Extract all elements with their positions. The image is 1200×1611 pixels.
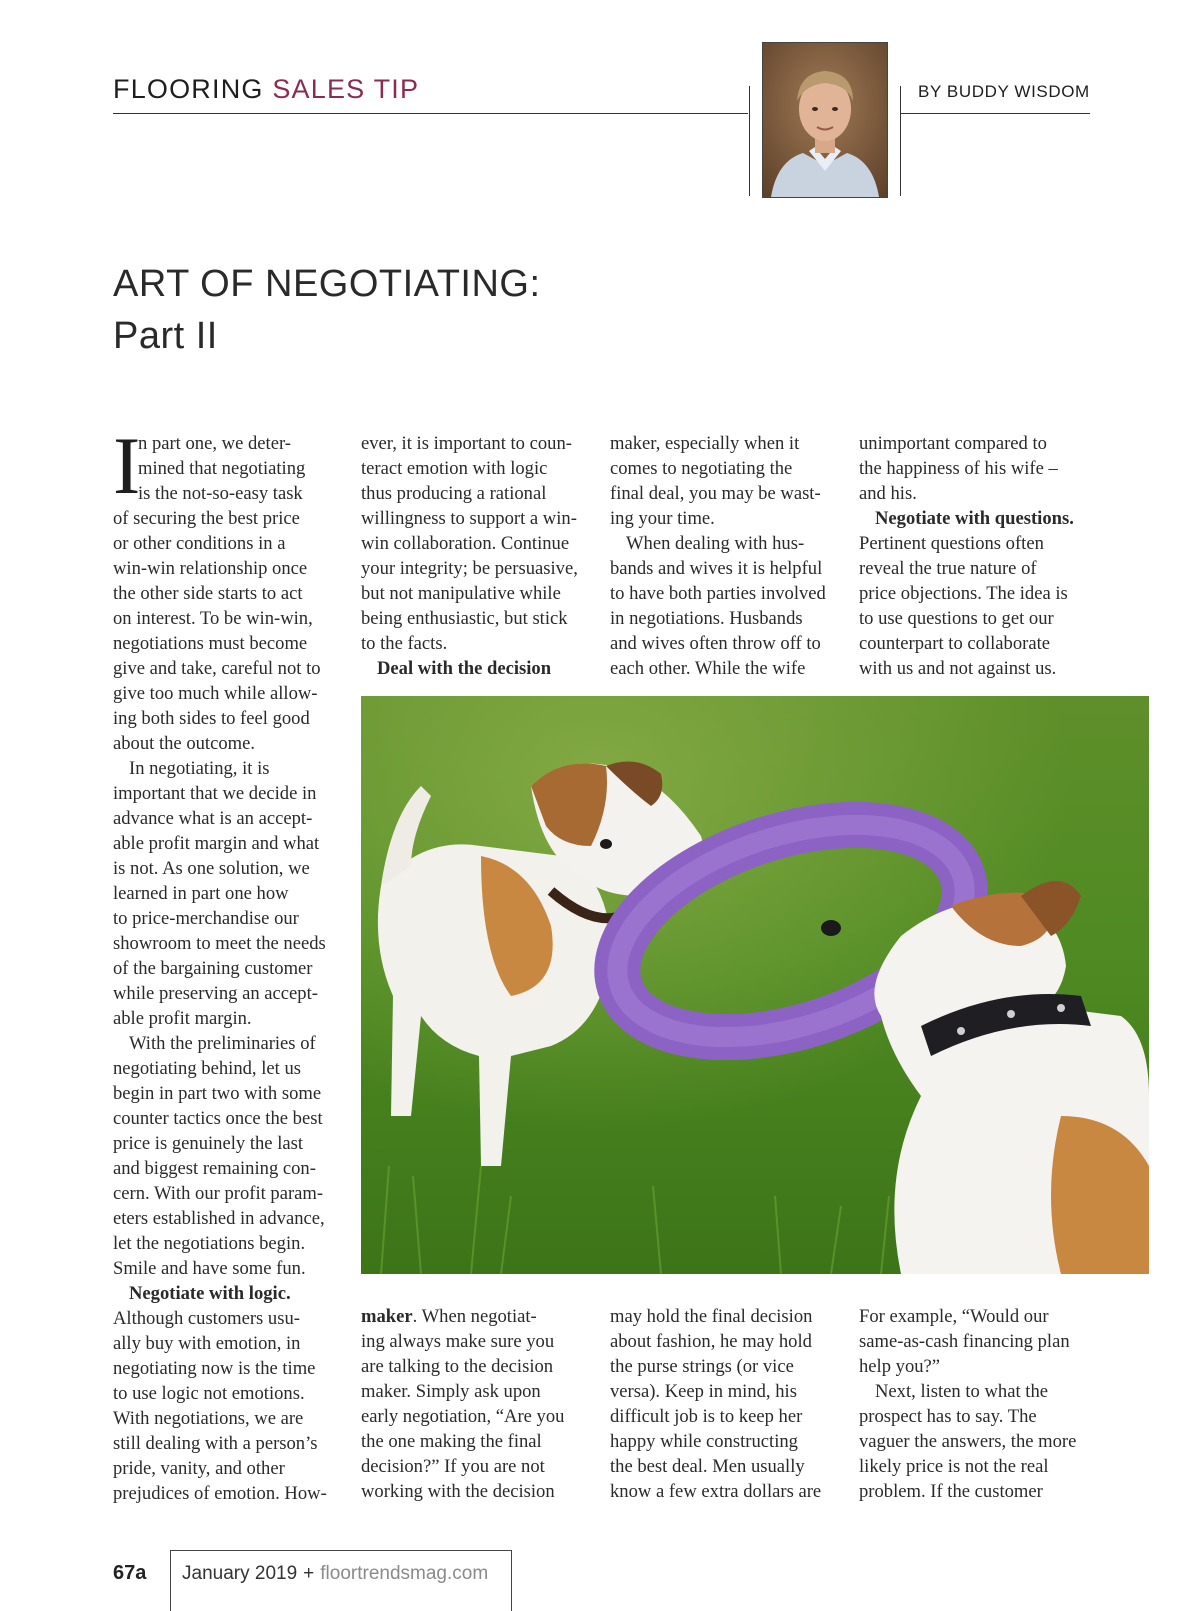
text-line: of securing the best price: [113, 508, 300, 529]
text-line: on interest. To be win-win,: [113, 608, 313, 629]
text-line: With negotiations, we are: [113, 1408, 304, 1429]
column-4-top: [859, 431, 1099, 681]
text-line: is the not-so-easy task: [138, 483, 303, 504]
text-line: working with the decision: [361, 1481, 555, 1502]
subhead-questions-text: Negotiate with questions.: [875, 508, 1074, 529]
text-line: of the bargaining customer: [113, 958, 313, 979]
text-line: Although customers usu-: [113, 1308, 300, 1329]
text-line: maker, especially when it: [610, 433, 800, 454]
footer-separator: +: [303, 1563, 315, 1584]
text-line: each other. While the wife: [610, 658, 806, 679]
text-line: may hold the final decision: [610, 1306, 813, 1327]
text-line: still dealing with a person’s: [113, 1433, 318, 1454]
text-line: win collaboration. Continue: [361, 533, 570, 554]
text-line: or other conditions in a: [113, 533, 286, 554]
text-line: Pertinent questions often: [859, 533, 1044, 554]
text-line: negotiating behind, let us: [113, 1058, 301, 1079]
text-line: comes to negotiating the: [610, 458, 793, 479]
text-line: same-as-cash financing plan: [859, 1331, 1070, 1352]
text-line: negotiations must become: [113, 633, 308, 654]
text-line: and wives often throw off to: [610, 633, 821, 654]
subhead-logic-text: Negotiate with logic.: [129, 1283, 291, 1304]
text-line: being enthusiastic, but stick: [361, 608, 568, 629]
text-line: early negotiation, “Are you: [361, 1406, 565, 1427]
footer-site-link[interactable]: floortrendsmag.com: [320, 1563, 489, 1584]
section-label: [113, 74, 419, 105]
text-line: eters established in advance,: [113, 1208, 325, 1229]
text-line: and his.: [859, 483, 917, 504]
text-line: about the outcome.: [113, 733, 255, 754]
text-line: begin in part two with some: [113, 1083, 322, 1104]
text-line: the other side starts to act: [113, 583, 303, 604]
text-line: able profit margin and what: [113, 833, 320, 854]
text-line: to use questions to get our: [859, 608, 1054, 629]
text-line: help you?”: [859, 1356, 941, 1377]
author-photo: [762, 42, 888, 198]
text-line: give too much while allow-: [113, 683, 318, 704]
text-line: the best deal. Men usually: [610, 1456, 805, 1477]
text-line: win-win relationship once: [113, 558, 308, 579]
dropcap-paragraph: [113, 420, 343, 511]
text-line: bands and wives it is helpful: [610, 558, 823, 579]
column-3-bottom: [610, 1304, 840, 1504]
text-line: to use logic not emotions.: [113, 1383, 305, 1404]
column-4-bottom: [859, 1304, 1099, 1504]
text-line: counter tactics once the best: [113, 1108, 323, 1129]
text-line: negotiating now is the time: [113, 1358, 316, 1379]
text-line: is not. As one solution, we: [113, 858, 310, 879]
text-line: versa). Keep in mind, his: [610, 1381, 797, 1402]
section-label-word2: SALES TIP: [272, 74, 420, 104]
text-line: to have both parties involved: [610, 583, 826, 604]
article-title-line1: ART OF NEGOTIATING:: [113, 263, 541, 305]
text-line-rest: . When negotiat-: [412, 1306, 537, 1327]
text-line: while preserving an accept-: [113, 983, 318, 1004]
text-line: cern. With our profit param-: [113, 1183, 324, 1204]
text-line: reveal the true nature of: [859, 558, 1037, 579]
text-line: but not manipulative while: [361, 583, 561, 604]
text-line: and biggest remaining con-: [113, 1158, 316, 1179]
subhead-decision: [361, 656, 591, 681]
subhead-questions: [859, 506, 1099, 531]
text-line: with us and not against us.: [859, 658, 1057, 679]
text-line: vaguer the answers, the more: [859, 1431, 1077, 1452]
column-2-bottom: [361, 1304, 591, 1504]
footer-date: January 2019: [182, 1563, 298, 1584]
text-line: are talking to the decision: [361, 1356, 554, 1377]
text-line: ally buy with emotion, in: [113, 1333, 301, 1354]
text-line: difficult job is to keep her: [610, 1406, 803, 1427]
footer-issue: [182, 1563, 488, 1585]
text-line: happy while constructing: [610, 1431, 798, 1452]
text-line: mined that negotiating: [138, 458, 306, 479]
text-line: teract emotion with logic: [361, 458, 548, 479]
column-1: [113, 420, 343, 1506]
text-line: In negotiating, it is: [129, 758, 270, 779]
text-line: prejudices of emotion. How-: [113, 1483, 327, 1504]
subhead-decision-text: Deal with the decision: [377, 658, 552, 679]
header-rule-right: [900, 113, 1090, 114]
byline: BY BUDDY WISDOM: [918, 82, 1090, 101]
text-line: final deal, you may be wast-: [610, 483, 821, 504]
text-line: [361, 1304, 591, 1329]
text-line: pride, vanity, and other: [113, 1458, 285, 1479]
text-line: When dealing with hus-: [626, 533, 805, 554]
text-line: likely price is not the real: [859, 1456, 1049, 1477]
text-line: decision?” If you are not: [361, 1456, 545, 1477]
text-line: ever, it is important to coun-: [361, 433, 572, 454]
text-line: maker. Simply ask upon: [361, 1381, 541, 1402]
subhead-logic: [113, 1281, 343, 1306]
page-number: 67a: [113, 1562, 147, 1584]
column-2-top: [361, 431, 591, 681]
text-line: prospect has to say. The: [859, 1406, 1037, 1427]
text-line: price objections. The idea is: [859, 583, 1068, 604]
text-line: With the preliminaries of: [129, 1033, 316, 1054]
text-line: Smile and have some fun.: [113, 1258, 306, 1279]
text-line: unimportant compared to: [859, 433, 1047, 454]
text-line: the one making the final: [361, 1431, 542, 1452]
header-rule-vertical-left: [749, 86, 750, 196]
text-line: Next, listen to what the: [875, 1381, 1048, 1402]
text-line: problem. If the customer: [859, 1481, 1043, 1502]
header-rule-vertical-right: [900, 86, 901, 196]
column-3-top: [610, 431, 840, 681]
text-line: able profit margin.: [113, 1008, 252, 1029]
article-title: [113, 258, 541, 362]
text-line: to price-merchandise our: [113, 908, 299, 929]
text-line: counterpart to collaborate: [859, 633, 1051, 654]
text-line: ing your time.: [610, 508, 715, 529]
text-line: showroom to meet the needs: [113, 933, 326, 954]
text-line: advance what is an accept-: [113, 808, 313, 829]
dropcap: I: [113, 420, 141, 511]
text-line: to the facts.: [361, 633, 448, 654]
text-line: your integrity; be persuasive,: [361, 558, 578, 579]
text-line: the purse strings (or vice: [610, 1356, 794, 1377]
text-line: the happiness of his wife –: [859, 458, 1058, 479]
text-line: important that we decide in: [113, 783, 317, 804]
text-line: learned in part one how: [113, 883, 289, 904]
text-line: about fashion, he may hold: [610, 1331, 812, 1352]
text-line: ing both sides to feel good: [113, 708, 310, 729]
article-title-line2: Part II: [113, 315, 218, 357]
text-line: ing always make sure you: [361, 1331, 555, 1352]
text-line: willingness to support a win-: [361, 508, 577, 529]
text-line: thus producing a rational: [361, 483, 547, 504]
dogs-photo: [361, 696, 1149, 1274]
header-rule-left: [113, 113, 748, 114]
text-line: n part one, we deter-: [138, 433, 291, 454]
text-line: know a few extra dollars are: [610, 1481, 822, 1502]
bold-word-maker: maker: [361, 1306, 413, 1327]
text-line: price is genuinely the last: [113, 1133, 304, 1154]
section-label-word1: FLOORING: [113, 74, 264, 104]
text-line: For example, “Would our: [859, 1306, 1049, 1327]
text-line: give and take, careful not to: [113, 658, 321, 679]
text-line: in negotiations. Husbands: [610, 608, 803, 629]
text-line: let the negotiations begin.: [113, 1233, 306, 1254]
